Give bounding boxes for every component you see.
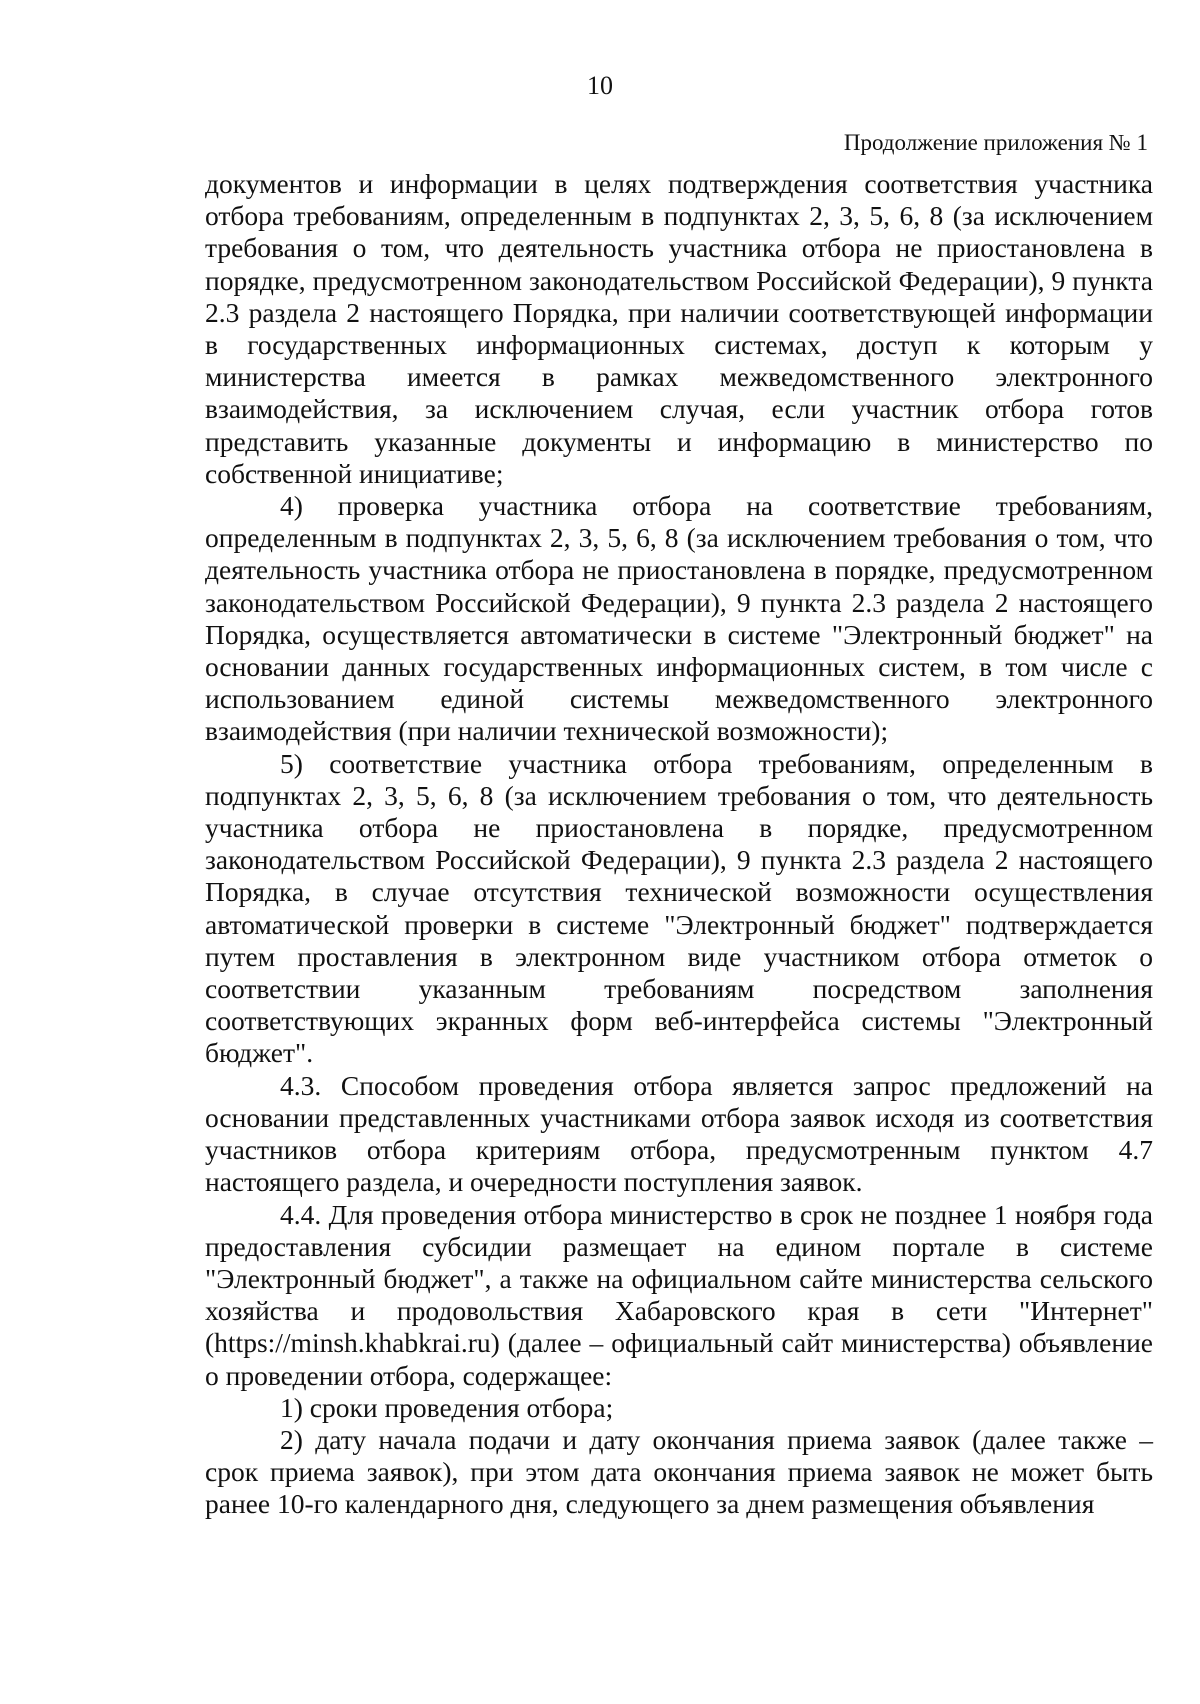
appendix-continuation-label: Продолжение приложения № 1 <box>843 130 1148 155</box>
page-number: 10 <box>587 71 613 100</box>
paragraph-list-item-1: 1) сроки проведения отбора; <box>280 1391 614 1423</box>
paragraph-section-4-3: 4.3. Способом проведения отбора является запрос предложений на основании представленных участниками отбора заявок исходя из соответствия участников отбора критериям отбора, предусмотренным пунктом 4.7 настоящего раздела, и очередности поступления заявок. <box>205 1069 1153 1198</box>
paragraph-documents-info: документов и информации в целях подтверждения соответствия участника отбора требованиям, определенным в подпунктах 2, 3, 5, 6, 8 (за исключением требования о том, что деятельность участника отбора не приостановлена в порядке, предусмотренном законодательством Российской Федерации), 9 пункта 2.3 раздела 2 настоящего Порядка, при наличии соответствующей информации в государственных информационных системах, доступ к которым у министерства имеется в рамках межведомственного электронного взаимодействия, за исключением случая, если участник отбора готов представить указанные документы и информацию в министерство по собственной инициативе; <box>205 168 1153 489</box>
paragraph-item-4: 4) проверка участника отбора на соответствие требованиям, определенным в подпунктах 2, 3, 5, 6, 8 (за исключением требования о том, что деятельность участника отбора не приостановлена в порядке, предусмотренном законодательством Российской Федерации), 9 пункта 2.3 раздела 2 настоящего Порядка, осуществляется автоматически в системе "Электронный бюджет" на основании данных государственных информационных систем, в том числе с использованием единой системы межведомственного электронного взаимодействия (при наличии технической возможности); <box>205 490 1153 747</box>
paragraph-section-4-4: 4.4. Для проведения отбора министерство в срок не позднее 1 ноября года предоставления субсидии размещает на едином портале в системе "Электронный бюджет", а также на официальном сайте министерства сельского хозяйства и продовольствия Хабаровского края в сети "Интернет" (https://minsh.khabkrai.ru) (далее – официальный сайт министерства) объявление о проведении отбора, содержащее: <box>205 1198 1153 1391</box>
paragraph-item-5: 5) соответствие участника отбора требованиям, определенным в подпунктах 2, 3, 5, 6, 8 (за исключением требования о том, что деятельность участника отбора не приостановлена в порядке, предусмотренном законодательством Российской Федерации), 9 пункта 2.3 раздела 2 настоящего Порядка, в случае отсутствия технической возможности осуществления автоматической проверки в системе "Электронный бюджет" подтверждается путем проставления в электронном виде участником отбора отметок о соответствии указанным требованиям посредством заполнения соответствующих экранных форм веб-интерфейса системы "Электронный бюджет". <box>205 747 1153 1069</box>
document-body <box>205 168 1153 1521</box>
paragraph-list-item-2: 2) дату начала подачи и дату окончания приема заявок (далее также – срок приема заявок), при этом дата окончания приема заявок не может быть ранее 10-го календарного дня, следующего за днем размещения объявления <box>205 1423 1153 1520</box>
